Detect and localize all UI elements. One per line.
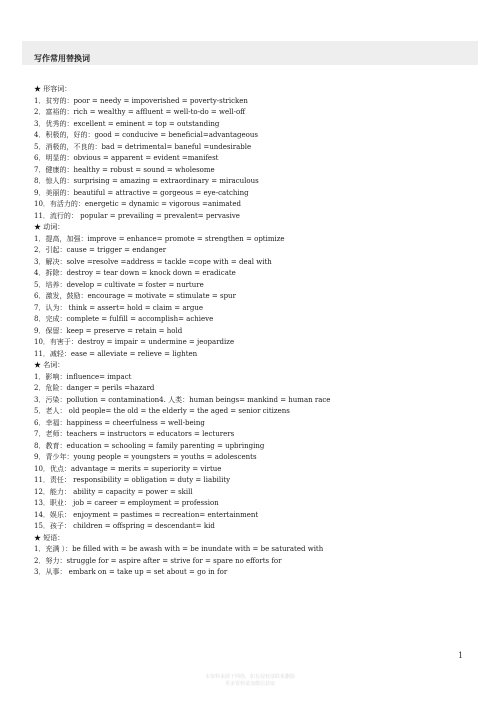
section-heading: ★ 形容词： [34, 85, 72, 93]
vocab-line: 2．危险：danger = perils =hazard [34, 384, 155, 392]
vocab-line: 10．优点：advantage = merits = superiority = virtue [34, 464, 222, 473]
vocab-line: 1．影响：influence= impact [34, 372, 132, 381]
vocab-line: 3．解决：solve =resolve =address = tackle =cope with = deal with [34, 257, 272, 266]
vocab-line: 11．流行的： popular = prevailing = prevalent= pervasive [34, 211, 240, 220]
page-number: 1 [458, 651, 464, 660]
vocab-line: 6．明显的：obvious = apparent = evident =manifest [34, 154, 219, 162]
section-heading: ★ 名词： [34, 361, 65, 369]
document-title: 写作常用替换词 [34, 54, 90, 63]
vocab-line: 10．有害于：destroy = impair = undermine = jeopardize [34, 338, 235, 346]
document-body [34, 84, 474, 579]
vocab-line: 10．有活力的：energetic = dynamic = vigorous =animated [34, 200, 241, 208]
vocab-line: 3．污染：pollution = contamination4. 人类：human beings= mankind = human race [34, 395, 331, 404]
vocab-line: 9．青少年：young people = youngsters = youths = adolescents [34, 453, 257, 461]
vocab-line: 5．培养：develop = cultivate = foster = nurture [34, 280, 204, 289]
vocab-line: 6．幸福：happiness = cheerfulness = well-being [34, 418, 205, 427]
vocab-line: 2．努力：struggle for = aspire after = strive for = spare no efforts for [34, 556, 282, 565]
title-band [22, 41, 478, 65]
vocab-line: 2．引起：cause = trigger = endanger [34, 246, 167, 254]
vocab-line: 13．职业： job = career = employment = profession [34, 499, 219, 507]
vocab-line: 5．消极的，不良的：bad = detrimental= baneful =undesirable [34, 142, 252, 151]
vocab-line: 1．充满 ）：be filled with = be awash with = be inundate with = be saturated with [34, 545, 324, 553]
vocab-line: 4．积极的，好的：good = conducive = beneficial=advantageous [34, 131, 258, 139]
vocab-line: 1．贫穷的：poor = needy = impoverished = poverty-stricken [34, 96, 248, 105]
section-heading: ★ 短语： [34, 533, 65, 542]
vocab-line: 11．减轻：ease = alleviate = relieve = lighten [34, 349, 198, 358]
vocab-line: 11．责任： responsibility = obligation = duty = liability [34, 476, 231, 484]
vocab-line: 2．富裕的：rich = wealthy = affluent = well-to-do = well-off [34, 108, 246, 116]
vocab-line: 7．老师：teachers = instructors = educators = lecturers [34, 430, 235, 438]
vocab-line: 7．健康的：healthy = robust = sound = wholesome [34, 165, 215, 174]
vocab-line: 8．教育：education = schooling = family parenting = upbringing [34, 441, 265, 450]
vocab-line: 1．提高，加强：improve = enhance= promote = strengthen = optimize [34, 234, 285, 243]
vocab-line: 7．认为： think = assert= hold = claim = argue [34, 303, 203, 312]
footer-watermark [150, 674, 350, 688]
vocab-line: 9．保留：keep = preserve = retain = hold [34, 326, 183, 335]
vocab-line: 5．老人： old people= the old = the elderly = the aged = senior citizens [34, 407, 290, 415]
vocab-line: 3．从事： embark on = take up = set about = go in for [34, 568, 228, 576]
vocab-line: 12．能力： ability = capacity = power = skill [34, 487, 193, 496]
vocab-line: 14．娱乐： enjoyment = pastimes = recreation= entertainment [34, 510, 259, 519]
footer-line: 更多资料请加微信获取 [224, 681, 275, 687]
section-heading: ★ 动词： [34, 223, 65, 231]
vocab-line: 4．拆除：destroy = tear down = knock down = eradicate [34, 269, 236, 277]
vocab-line: 9．美丽的：beautiful = attractive = gorgeous = eye-catching [34, 188, 249, 197]
vocab-line: 15．孩子： children = offspring = descendant= kid [34, 522, 215, 530]
vocab-line: 3．优秀的：excellent = eminent = top = outstanding [34, 119, 220, 128]
vocab-line: 8．惊人的：surprising = amazing = extraordinary = miraculous [34, 177, 259, 185]
footer-line: 本资料来源于网络，如有侵权请联系删除 [204, 674, 295, 680]
vocab-line: 8．完成：complete = fulfill = accomplish= achieve [34, 315, 214, 323]
vocab-line: 6．激发，鼓励：encourage = motivate = stimulate = spur [34, 292, 236, 300]
